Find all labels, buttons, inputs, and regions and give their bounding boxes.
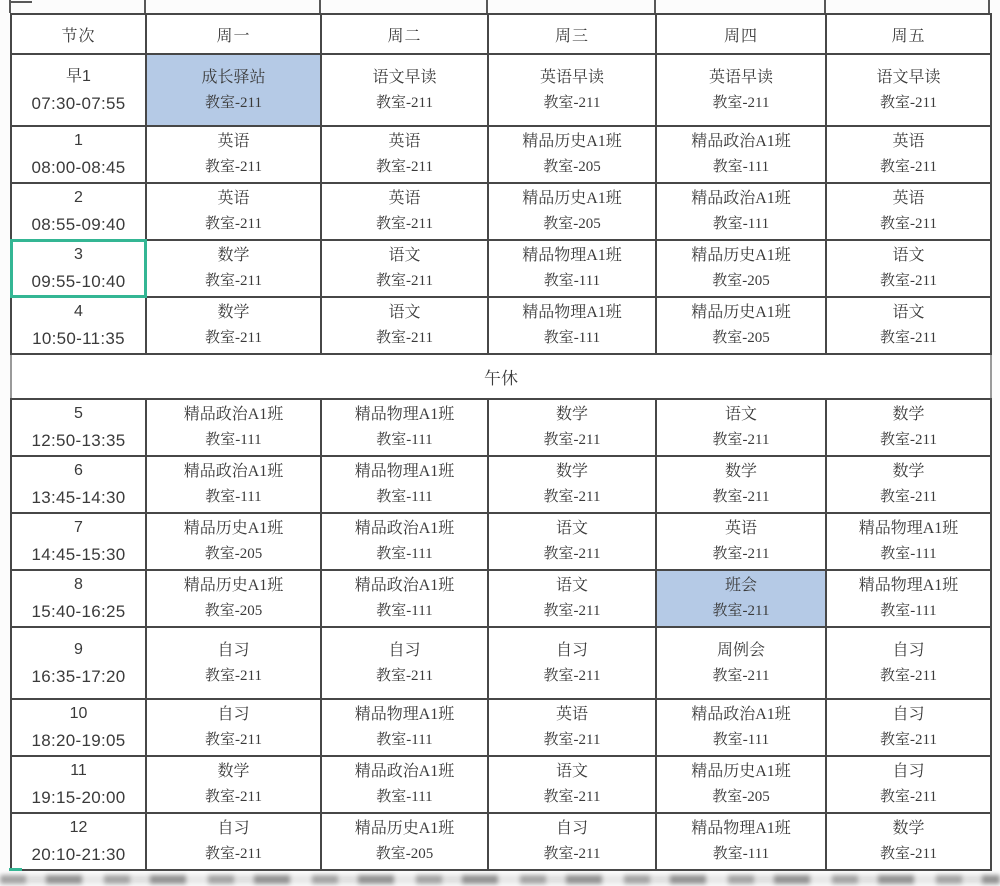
course-name: 数学 — [217, 304, 250, 321]
course-cell[interactable] — [826, 126, 991, 183]
course-name: 数学 — [217, 763, 250, 780]
course-name: 自习 — [892, 763, 925, 780]
grid-stub — [319, 0, 321, 13]
course-cell[interactable] — [826, 570, 991, 627]
period-label: 3 — [74, 246, 83, 263]
course-name: 精品历史A1班 — [183, 520, 284, 537]
course-cell[interactable] — [321, 570, 488, 627]
course-cell[interactable] — [826, 813, 991, 870]
period-time: 20:10-21:30 — [31, 845, 126, 864]
room-label: 教室-205 — [712, 330, 770, 346]
course-name: 英语 — [892, 133, 925, 150]
course-cell[interactable] — [656, 699, 826, 756]
room-label: 教室-111 — [712, 732, 770, 748]
schedule-row — [11, 756, 991, 813]
course-cell[interactable] — [488, 513, 656, 570]
course-name: 自习 — [217, 706, 250, 723]
course-cell[interactable] — [146, 627, 321, 699]
room-label: 教室-111 — [376, 603, 433, 619]
room-label: 教室-211 — [543, 546, 601, 562]
course-cell[interactable] — [146, 183, 321, 240]
period-label: 11 — [70, 762, 87, 779]
course-cell[interactable] — [321, 513, 488, 570]
course-cell[interactable] — [488, 456, 656, 513]
course-cell[interactable] — [488, 126, 656, 183]
room-label: 教室-111 — [543, 330, 601, 346]
period-label: 8 — [74, 576, 83, 593]
course-cell[interactable] — [488, 54, 656, 126]
course-cell[interactable] — [826, 54, 991, 126]
room-label: 教室-211 — [880, 273, 937, 289]
course-name: 数学 — [892, 463, 925, 480]
lunch-break-row — [11, 354, 991, 399]
room-label: 教室-211 — [880, 789, 937, 805]
course-cell[interactable] — [488, 183, 656, 240]
period-label: 4 — [74, 303, 83, 320]
course-cell[interactable] — [656, 756, 826, 813]
period-label: 10 — [69, 705, 88, 722]
schedule-row — [11, 699, 991, 756]
period-cell[interactable] — [11, 513, 146, 570]
course-cell[interactable] — [321, 813, 488, 870]
course-name: 精品物理A1班 — [858, 577, 959, 594]
course-cell[interactable] — [656, 570, 826, 627]
room-label: 教室-111 — [712, 216, 770, 232]
period-cell[interactable] — [11, 456, 146, 513]
course-name: 自习 — [217, 641, 250, 659]
period-time: 16:35-17:20 — [31, 666, 126, 686]
course-cell[interactable] — [321, 240, 488, 297]
schedule-row — [11, 126, 991, 183]
course-cell[interactable] — [656, 627, 826, 699]
column-header-0[interactable]: 节次 — [11, 14, 146, 54]
period-time: 19:15-20:00 — [31, 788, 126, 807]
room-label: 教室-211 — [205, 273, 262, 289]
period-time: 09:55-10:40 — [31, 272, 126, 291]
course-name: 语文 — [555, 520, 588, 537]
course-name: 精品历史A1班 — [522, 133, 622, 150]
course-cell[interactable] — [656, 54, 826, 126]
period-label: 6 — [74, 462, 83, 479]
course-name: 精品历史A1班 — [691, 247, 791, 264]
course-name: 英语早读 — [539, 68, 604, 86]
course-name: 数学 — [892, 820, 925, 837]
course-name: 自习 — [555, 641, 588, 659]
course-name: 精品物理A1班 — [354, 406, 455, 423]
room-label: 教室-211 — [543, 432, 601, 448]
room-label: 教室-211 — [205, 159, 262, 175]
room-label: 教室-211 — [880, 667, 937, 684]
course-cell[interactable] — [656, 813, 826, 870]
course-cell[interactable] — [656, 456, 826, 513]
room-label: 教室-211 — [880, 159, 937, 175]
period-label: 7 — [74, 519, 83, 536]
course-name: 语文 — [388, 247, 421, 264]
room-label: 教室-205 — [204, 603, 263, 619]
course-cell[interactable] — [826, 513, 991, 570]
period-label: 早1 — [66, 67, 91, 85]
room-label: 教室-111 — [712, 846, 770, 862]
course-cell[interactable] — [146, 513, 321, 570]
room-label: 教室-211 — [543, 732, 601, 748]
room-label: 教室-205 — [543, 216, 601, 232]
course-name: 数学 — [892, 406, 925, 423]
course-cell[interactable] — [826, 297, 991, 354]
course-name: 精品历史A1班 — [691, 763, 791, 780]
cropped-next-row-blur — [0, 875, 1000, 884]
room-label: 教室-211 — [543, 94, 601, 111]
schedule-row — [11, 54, 991, 126]
course-name: 精品历史A1班 — [183, 577, 284, 594]
room-label: 教室-211 — [205, 846, 262, 862]
course-name: 英语 — [217, 133, 250, 150]
room-label: 教室-211 — [205, 94, 262, 111]
selection-artifact — [9, 868, 22, 871]
period-label: 5 — [74, 405, 83, 422]
grid-stub — [486, 0, 488, 13]
course-name: 英语 — [892, 190, 925, 207]
course-name: 语文 — [892, 247, 925, 264]
period-time: 14:45-15:30 — [31, 545, 126, 564]
room-label: 教室-205 — [543, 159, 601, 175]
course-name: 数学 — [555, 463, 588, 480]
room-label: 教室-111 — [376, 732, 433, 748]
room-label: 教室-211 — [543, 846, 601, 862]
room-label: 教室-205 — [712, 273, 770, 289]
room-label: 教室-211 — [376, 273, 433, 289]
course-cell[interactable] — [321, 627, 488, 699]
course-name: 自习 — [892, 641, 925, 659]
grid-stub — [988, 0, 990, 13]
room-label: 教室-211 — [205, 667, 262, 684]
period-cell[interactable] — [11, 570, 146, 627]
course-cell[interactable] — [826, 183, 991, 240]
course-cell[interactable] — [146, 570, 321, 627]
room-label: 教室-211 — [205, 216, 262, 232]
course-name: 语文 — [555, 577, 588, 594]
course-name: 语文 — [892, 304, 925, 321]
grid-stub — [654, 0, 656, 13]
room-label: 教室-111 — [376, 546, 433, 562]
cropped-row-above-remnant — [10, 1, 32, 3]
course-cell[interactable] — [146, 756, 321, 813]
room-label: 教室-211 — [543, 489, 601, 505]
column-header-3[interactable]: 周三 — [488, 14, 656, 54]
grid-stub — [9, 0, 11, 13]
period-cell[interactable] — [11, 297, 146, 354]
course-name: 英语 — [388, 190, 421, 207]
course-name: 精品物理A1班 — [522, 304, 622, 321]
course-cell[interactable] — [656, 240, 826, 297]
room-label: 教室-211 — [712, 432, 770, 448]
course-cell[interactable] — [146, 699, 321, 756]
period-cell[interactable] — [11, 756, 146, 813]
room-label: 教室-205 — [712, 789, 770, 805]
course-name: 精品物理A1班 — [858, 520, 959, 537]
course-cell[interactable] — [826, 699, 991, 756]
schedule-row — [11, 456, 991, 513]
period-time: 13:45-14:30 — [31, 488, 126, 507]
schedule-row — [11, 627, 991, 699]
schedule-row — [11, 297, 991, 354]
course-name: 精品物理A1班 — [522, 247, 622, 264]
room-label: 教室-111 — [205, 489, 262, 505]
schedule-row — [11, 240, 991, 297]
room-label: 教室-211 — [712, 667, 770, 684]
course-cell[interactable] — [321, 54, 488, 126]
room-label: 教室-211 — [543, 603, 601, 619]
room-label: 教室-211 — [880, 846, 937, 862]
course-cell[interactable] — [146, 240, 321, 297]
period-label: 12 — [69, 819, 88, 836]
course-cell[interactable] — [146, 126, 321, 183]
column-header-1[interactable]: 周一 — [146, 14, 321, 54]
schedule-row — [11, 399, 991, 456]
course-name: 英语 — [217, 190, 250, 207]
course-name: 精品物理A1班 — [354, 463, 455, 480]
course-cell[interactable] — [826, 756, 991, 813]
period-time: 07:30-07:55 — [31, 93, 126, 113]
period-time: 18:20-19:05 — [31, 731, 126, 750]
course-cell[interactable] — [488, 756, 656, 813]
course-name: 英语 — [555, 706, 588, 723]
column-header-4[interactable]: 周四 — [656, 14, 826, 54]
course-cell[interactable] — [656, 183, 826, 240]
course-cell[interactable] — [656, 297, 826, 354]
room-label: 教室-111 — [376, 489, 433, 505]
room-label: 教室-211 — [543, 667, 601, 684]
course-name: 语文 — [388, 304, 421, 321]
schedule-row — [11, 513, 991, 570]
course-name: 班会 — [724, 577, 757, 594]
course-cell[interactable] — [656, 126, 826, 183]
room-label: 教室-211 — [880, 330, 937, 346]
course-name: 精品历史A1班 — [691, 304, 791, 321]
room-label: 教室-111 — [543, 273, 601, 289]
course-cell[interactable] — [321, 699, 488, 756]
course-cell[interactable] — [826, 627, 991, 699]
period-label: 2 — [74, 189, 83, 206]
room-label: 教室-211 — [880, 489, 937, 505]
course-cell[interactable] — [656, 399, 826, 456]
course-cell[interactable] — [146, 813, 321, 870]
room-label: 教室-211 — [712, 94, 770, 111]
course-name: 语文早读 — [372, 68, 437, 86]
course-name: 成长驿站 — [201, 68, 266, 86]
course-cell[interactable] — [826, 399, 991, 456]
grid-stub — [144, 0, 146, 13]
room-label: 教室-211 — [712, 489, 770, 505]
room-label: 教室-211 — [543, 789, 601, 805]
room-label: 教室-111 — [880, 603, 937, 619]
course-name: 英语 — [388, 133, 421, 150]
header-row — [11, 14, 991, 54]
period-cell[interactable] — [11, 54, 146, 126]
course-cell[interactable] — [488, 627, 656, 699]
course-cell[interactable] — [826, 456, 991, 513]
course-cell[interactable] — [321, 183, 488, 240]
course-cell[interactable] — [488, 699, 656, 756]
course-cell[interactable] — [488, 570, 656, 627]
course-name: 精品物理A1班 — [354, 706, 455, 723]
period-time: 15:40-16:25 — [31, 602, 126, 621]
course-cell[interactable] — [321, 456, 488, 513]
room-label: 教室-111 — [205, 432, 262, 448]
schedule-row — [11, 570, 991, 627]
course-name: 精品历史A1班 — [522, 190, 622, 207]
room-label: 教室-211 — [712, 546, 770, 562]
room-label: 教室-211 — [880, 216, 937, 232]
room-label: 教室-211 — [376, 330, 433, 346]
room-label: 教室-211 — [712, 603, 770, 619]
schedule-row — [11, 183, 991, 240]
course-cell[interactable] — [488, 297, 656, 354]
period-cell[interactable] — [11, 126, 146, 183]
room-label: 教室-111 — [880, 546, 937, 562]
period-time: 08:00-08:45 — [31, 158, 126, 177]
room-label: 教室-211 — [205, 330, 262, 346]
course-name: 精品政治A1班 — [183, 406, 284, 423]
column-header-5[interactable]: 周五 — [826, 14, 991, 54]
course-name: 语文 — [555, 763, 588, 780]
course-name: 语文早读 — [876, 68, 941, 86]
course-cell[interactable] — [488, 813, 656, 870]
room-label: 教室-211 — [880, 732, 937, 748]
course-cell[interactable] — [146, 456, 321, 513]
room-label: 教室-205 — [375, 846, 434, 862]
room-label: 教室-211 — [205, 732, 262, 748]
period-cell[interactable] — [11, 399, 146, 456]
period-cell[interactable] — [11, 240, 146, 297]
course-name: 精品物理A1班 — [691, 820, 791, 837]
class-schedule-table — [10, 13, 992, 871]
course-name: 精品历史A1班 — [354, 820, 455, 837]
room-label: 教室-205 — [204, 546, 263, 562]
period-cell[interactable] — [11, 813, 146, 870]
period-time: 12:50-13:35 — [31, 431, 126, 450]
course-name: 精品政治A1班 — [354, 577, 455, 594]
course-cell[interactable] — [321, 126, 488, 183]
course-name: 精品政治A1班 — [691, 706, 791, 723]
course-name: 英语早读 — [708, 68, 773, 86]
room-label: 教室-111 — [376, 789, 433, 805]
course-cell[interactable] — [321, 297, 488, 354]
course-name: 精品政治A1班 — [691, 190, 791, 207]
course-cell[interactable] — [146, 399, 321, 456]
course-name: 精品政治A1班 — [183, 463, 284, 480]
schedule-row — [11, 813, 991, 870]
course-cell[interactable] — [146, 297, 321, 354]
room-label: 教室-111 — [712, 159, 770, 175]
room-label: 教室-211 — [880, 432, 937, 448]
grid-stub — [824, 0, 826, 13]
room-label: 教室-111 — [376, 432, 433, 448]
course-name: 精品政治A1班 — [354, 520, 455, 537]
course-name: 精品政治A1班 — [691, 133, 791, 150]
period-label: 1 — [74, 132, 83, 149]
course-cell[interactable] — [321, 756, 488, 813]
period-cell[interactable] — [11, 627, 146, 699]
course-name: 自习 — [217, 820, 250, 837]
period-time: 08:55-09:40 — [31, 215, 126, 234]
period-cell[interactable] — [11, 183, 146, 240]
room-label: 教室-211 — [376, 216, 433, 232]
course-name: 英语 — [724, 520, 757, 537]
room-label: 教室-211 — [376, 159, 433, 175]
period-time: 10:50-11:35 — [32, 329, 125, 348]
course-name: 自习 — [388, 641, 421, 659]
course-name: 语文 — [724, 406, 757, 423]
course-name: 自习 — [555, 820, 588, 837]
course-cell[interactable] — [321, 399, 488, 456]
course-cell[interactable] — [146, 54, 321, 126]
course-name: 数学 — [217, 247, 250, 264]
schedule-body — [11, 54, 991, 870]
course-name: 周例会 — [716, 641, 765, 659]
room-label: 教室-211 — [880, 94, 937, 111]
lunch-break-cell[interactable]: 午休 — [11, 354, 991, 399]
period-label: 9 — [74, 640, 83, 658]
column-header-2[interactable]: 周二 — [321, 14, 488, 54]
course-name: 数学 — [555, 406, 588, 423]
room-label: 教室-211 — [205, 789, 262, 805]
room-label: 教室-211 — [376, 94, 433, 111]
course-name: 自习 — [892, 706, 925, 723]
room-label: 教室-211 — [376, 667, 433, 684]
course-name: 精品政治A1班 — [354, 763, 455, 780]
course-cell[interactable] — [656, 513, 826, 570]
period-cell[interactable] — [11, 699, 146, 756]
course-cell[interactable] — [826, 240, 991, 297]
course-name: 数学 — [724, 463, 757, 480]
course-cell[interactable] — [488, 399, 656, 456]
course-cell[interactable] — [488, 240, 656, 297]
